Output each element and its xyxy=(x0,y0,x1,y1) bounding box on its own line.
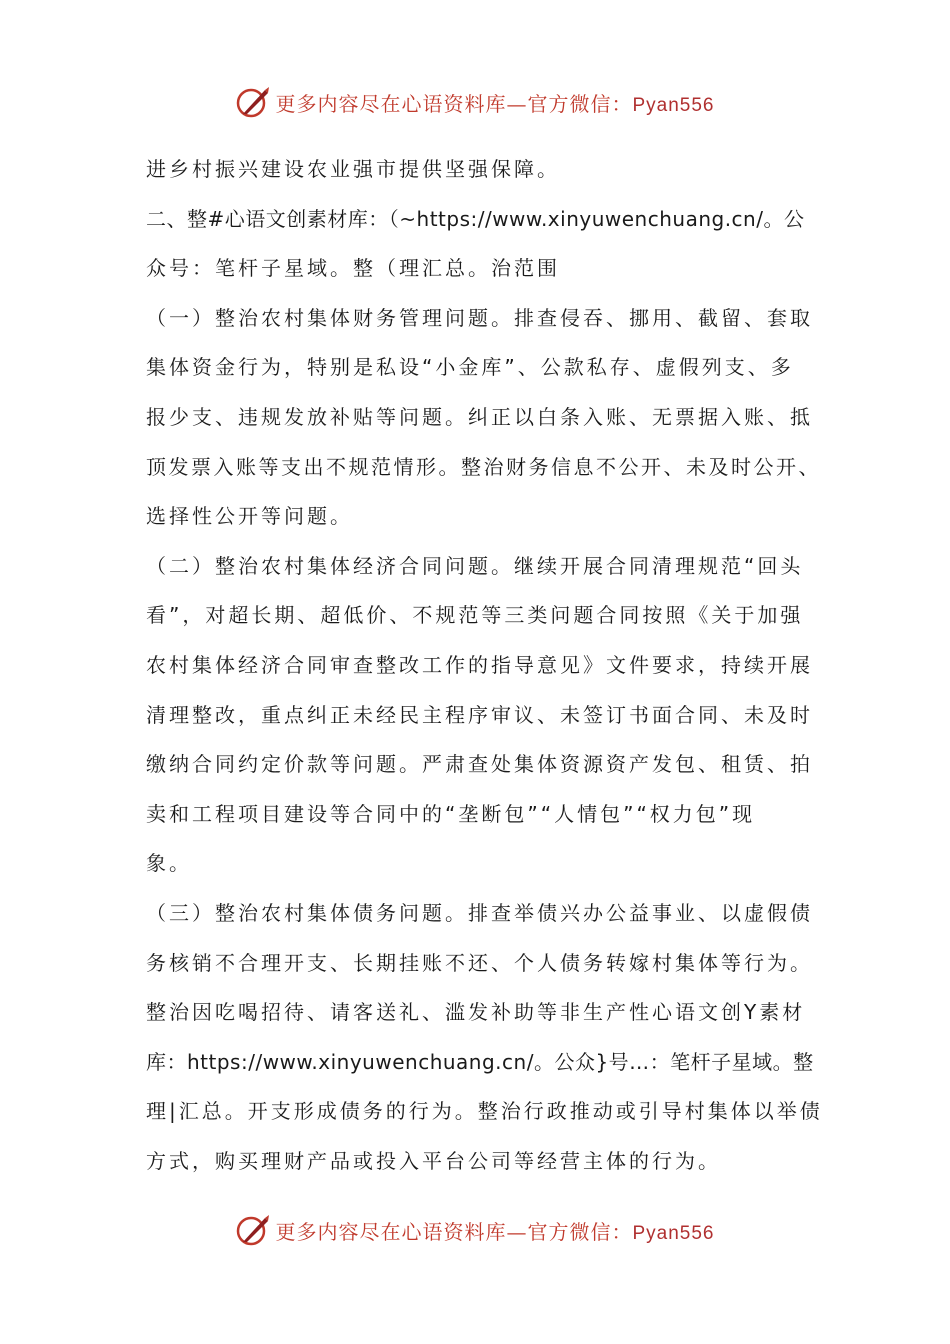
document-body xyxy=(146,152,826,1193)
body-line: 进乡村振兴建设农业强市提供坚强保障。 xyxy=(146,157,560,181)
header-banner-text: 更多内容尽在心语资料库—官方微信：Pyan556 xyxy=(275,91,715,116)
body-line: 集体资金行为，特别是私设“小金库”、公款私存、虚假列支、多 xyxy=(146,355,794,380)
body-line: （三）整治农村集体债务问题。排查举债兴办公益事业、以虚假债 xyxy=(146,900,813,925)
body-line: （二）整治农村集体经济合同问题。继续开展合同清理规范“回头 xyxy=(146,553,804,578)
footer-banner-text: 更多内容尽在心语资料库—官方微信：Pyan556 xyxy=(275,1219,715,1244)
body-line: 象。 xyxy=(146,851,192,876)
header-banner xyxy=(0,80,950,124)
body-line: 缴纳合同约定价款等问题。严肃查处集体资源资产发包、租赁、拍 xyxy=(146,752,813,777)
body-line: 报少支、违规发放补贴等问题。纠正以白条入账、无票据入账、抵 xyxy=(146,404,813,429)
body-line: 清理整改，重点纠正未经民主程序审议、未签订书面合同、未及时 xyxy=(146,702,813,727)
body-line: 二、整#心语文创素材库：（~https://www.xinyuwenchuang.cn/。公 xyxy=(146,206,805,231)
body-line: 务核销不合理开支、长期挂账不还、个人债务转嫁村集体等行为。 xyxy=(146,950,813,975)
body-line: 卖和工程项目建设等合同中的“垄断包”“人情包”“权力包”现 xyxy=(146,801,756,826)
quill-logo-icon xyxy=(235,84,271,120)
body-line: （一）整治农村集体财务管理问题。排查侵吞、挪用、截留、套取 xyxy=(146,305,813,330)
body-line: 整治因吃喝招待、请客送礼、滥发补助等非生产性心语文创Y素材 xyxy=(146,1000,806,1025)
quill-logo-icon xyxy=(235,1212,271,1248)
body-line: 方式，购买理财产品或投入平台公司等经营主体的行为。 xyxy=(146,1148,721,1173)
header-wechat-id: Pyan556 xyxy=(632,94,715,116)
footer-wechat-id: Pyan556 xyxy=(632,1222,715,1244)
body-line: 看”，对超长期、超低价、不规范等三类问题合同按照《关于加强 xyxy=(146,603,804,628)
body-line: 顶发票入账等支出不规范情形。整治财务信息不公开、未及时公开、 xyxy=(146,454,821,479)
body-line: 选择性公开等问题。 xyxy=(146,504,353,529)
body-line: 农村集体经济合同审查整改工作的指导意见》文件要求，持续开展 xyxy=(146,652,813,677)
footer-banner xyxy=(0,1208,950,1252)
body-line: 库：https://www.xinyuwenchuang.cn/。公众}号…：笔杆子星域。整 xyxy=(146,1049,814,1074)
body-line: 众号：笔杆子星域。整（理汇总。治范围 xyxy=(146,256,560,281)
body-line: 理|汇总。开支形成债务的行为。整治行政推动或引导村集体以举债 xyxy=(146,1099,823,1124)
